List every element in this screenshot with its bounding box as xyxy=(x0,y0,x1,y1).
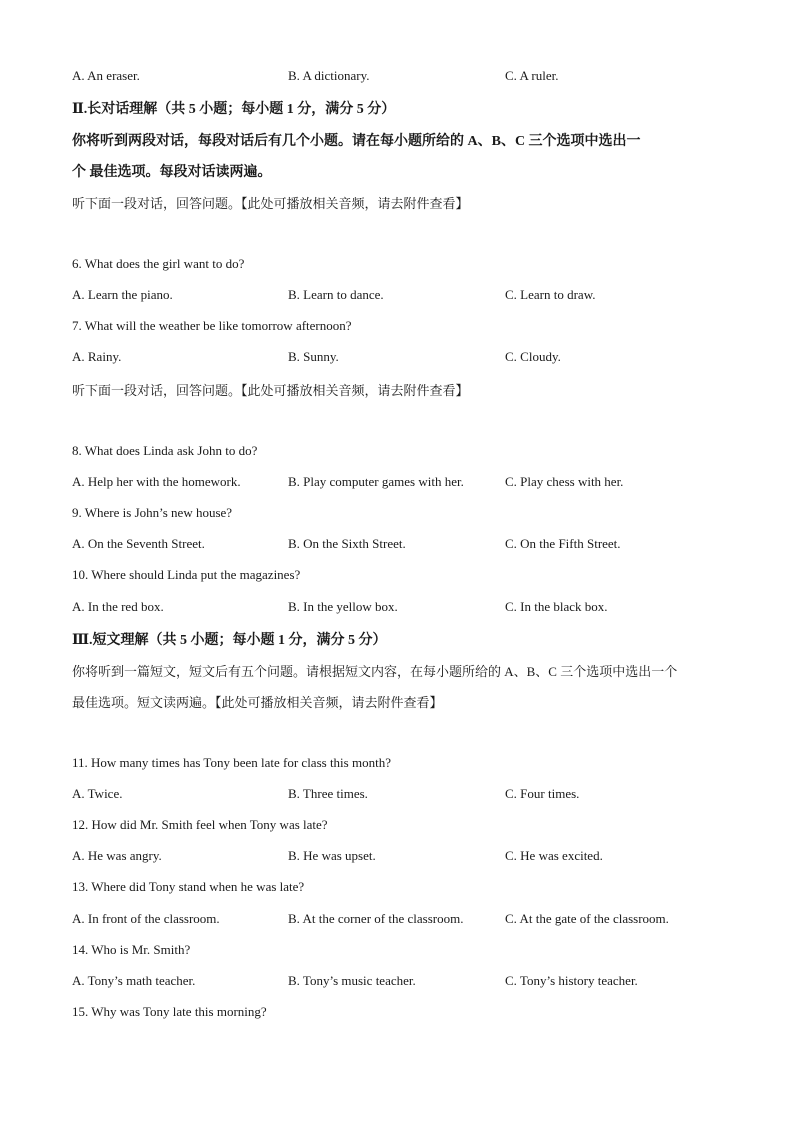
section-2-instruction-line-2: 个 最佳选项。每段对话读两遍。 xyxy=(72,165,272,180)
q7-option-c: C. Cloudy. xyxy=(505,349,561,364)
q9-option-a: A. On the Seventh Street. xyxy=(72,536,205,551)
section-3-heading: Ⅲ.短文理解（共 5 小题；每小题 1 分，满分 5 分） xyxy=(72,633,387,648)
q8-option-b: B. Play computer games with her. xyxy=(288,474,464,489)
q7-options xyxy=(72,349,722,367)
q11-option-b: B. Three times. xyxy=(288,786,368,801)
q5-option-b: B. A dictionary. xyxy=(288,68,370,83)
q14-option-a: A. Tony’s math teacher. xyxy=(72,973,196,988)
q12-question: 12. How did Mr. Smith feel when Tony was late? xyxy=(72,817,328,832)
q10-option-c: C. In the black box. xyxy=(505,599,608,614)
q10-option-b: B. In the yellow box. xyxy=(288,599,398,614)
section-2-instruction-line-1: 你将听到两段对话，每段对话后有几个小题。请在每小题所给的 A、B、C 三个选项中选出一 xyxy=(72,134,641,149)
q10-options xyxy=(72,599,722,617)
audio-note-1: 听下面一段对话，回答问题。【此处可播放相关音频，请去附件查看】 xyxy=(72,196,469,211)
q13-question: 13. Where did Tony stand when he was late? xyxy=(72,879,305,894)
audio-note-2: 听下面一段对话，回答问题。【此处可播放相关音频，请去附件查看】 xyxy=(72,383,469,398)
q12-options xyxy=(72,848,722,866)
q7-question: 7. What will the weather be like tomorrow afternoon? xyxy=(72,318,352,333)
q5-option-a: A. An eraser. xyxy=(72,68,140,83)
q15-question: 15. Why was Tony late this morning? xyxy=(72,1004,267,1019)
q12-option-a: A. He was angry. xyxy=(72,848,162,863)
q9-option-c: C. On the Fifth Street. xyxy=(505,536,621,551)
q6-option-c: C. Learn to draw. xyxy=(505,287,596,302)
q11-options xyxy=(72,786,722,804)
q14-option-c: C. Tony’s history teacher. xyxy=(505,973,638,988)
q6-option-a: A. Learn the piano. xyxy=(72,287,173,302)
q13-option-c: C. At the gate of the classroom. xyxy=(505,911,669,926)
section-2-heading: Ⅱ.长对话理解（共 5 小题；每小题 1 分，满分 5 分） xyxy=(72,102,396,117)
q11-option-c: C. Four times. xyxy=(505,786,580,801)
q11-option-a: A. Twice. xyxy=(72,786,123,801)
q10-option-a: A. In the red box. xyxy=(72,599,164,614)
q8-option-c: C. Play chess with her. xyxy=(505,474,624,489)
q7-option-a: A. Rainy. xyxy=(72,349,122,364)
q6-options xyxy=(72,287,722,305)
q6-option-b: B. Learn to dance. xyxy=(288,287,384,302)
q9-options xyxy=(72,536,722,554)
q8-question: 8. What does Linda ask John to do? xyxy=(72,443,258,458)
q14-option-b: B. Tony’s music teacher. xyxy=(288,973,416,988)
q14-question: 14. Who is Mr. Smith? xyxy=(72,942,191,957)
q5-option-c: C. A ruler. xyxy=(505,68,559,83)
q14-options xyxy=(72,973,722,991)
q13-option-a: A. In front of the classroom. xyxy=(72,911,220,926)
q12-option-b: B. He was upset. xyxy=(288,848,376,863)
q7-option-b: B. Sunny. xyxy=(288,349,339,364)
section-3-instruction-line-1: 你将听到一篇短文，短文后有五个问题。请根据短文内容，在每小题所给的 A、B、C 三个选项中选出一个 xyxy=(72,664,678,679)
q9-question: 9. Where is John’s new house? xyxy=(72,505,233,520)
q13-option-b: B. At the corner of the classroom. xyxy=(288,911,464,926)
q13-options xyxy=(72,911,722,929)
q11-question: 11. How many times has Tony been late for class this month? xyxy=(72,755,391,770)
q8-options xyxy=(72,474,722,492)
q6-question: 6. What does the girl want to do? xyxy=(72,256,245,271)
section-3-instruction-line-2: 最佳选项。短文读两遍。【此处可播放相关音频，请去附件查看】 xyxy=(72,695,443,710)
q12-option-c: C. He was excited. xyxy=(505,848,603,863)
q5-options xyxy=(72,68,722,86)
q8-option-a: A. Help her with the homework. xyxy=(72,474,241,489)
q9-option-b: B. On the Sixth Street. xyxy=(288,536,406,551)
q10-question: 10. Where should Linda put the magazines? xyxy=(72,567,301,582)
